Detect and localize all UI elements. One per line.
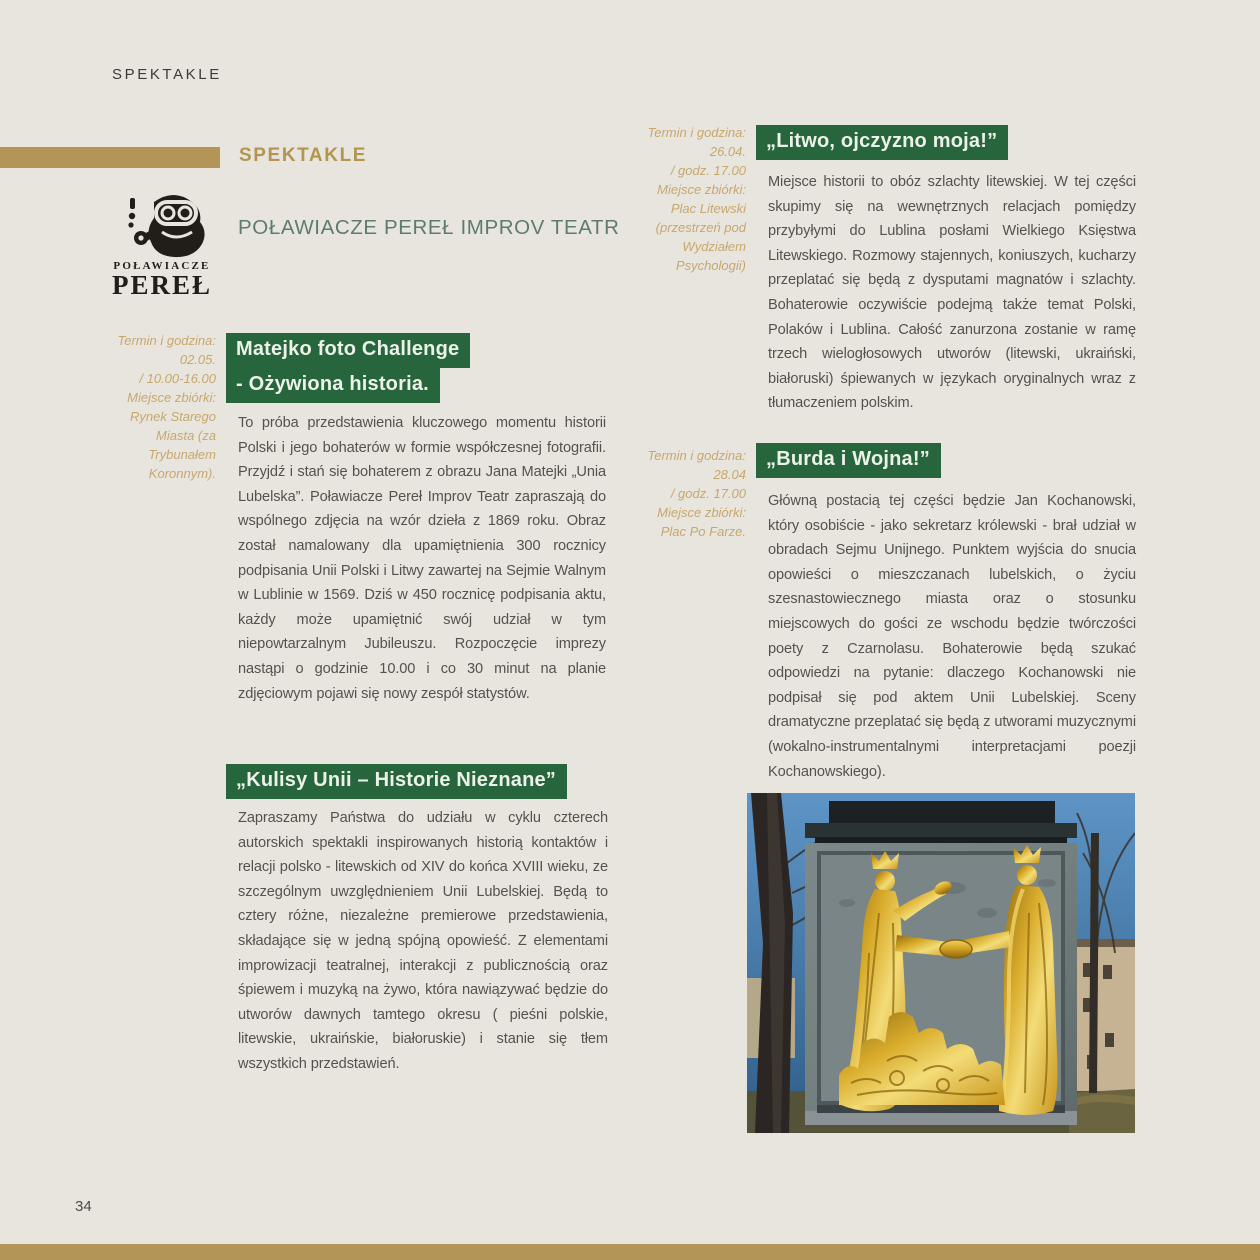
body-burda: Główną postacią tej części będzie Jan Kochanowski, który osobiście - jako sekretarz królewski - brał udział w obradach Sejmu Unijnego. Punktem wyjścia do snucia opowieści o mieszczanach lubelskich, o życiu szesnastowiecznego miasta oraz o stosunku miejscowych do gości ze wschodu będzie twórczości poety z Czarnolasu. Bohaterowie będą szukać odpowiedzi na pytanie: dlaczego Kochanowski nie podpisał się pod aktem Unii Lubelskiej. Sceny dramatyczne przeplatać się będą z utworami muzycznymi (wokalno-instrumentalnymi interpretacjami poezji Kochanowskiego).: [768, 493, 1136, 780]
page-number: 34: [75, 1198, 92, 1215]
heading-kulisy-line1: „Kulisy Unii – Historie Nieznane”: [226, 764, 567, 799]
meta-line: Miejsce zbiórki:: [657, 505, 746, 520]
meta-line: Koronnym).: [148, 466, 216, 481]
heading-burda-line1: „Burda i Wojna!”: [756, 443, 941, 478]
meta-line: Miejsce zbiórki:: [657, 182, 746, 197]
event-meta-burda: [598, 446, 746, 541]
heading-litwo-line1: „Litwo, ojczyzno moja!”: [756, 125, 1008, 160]
meta-line: 26.04.: [709, 144, 746, 159]
meta-line: Psychologii): [675, 258, 746, 273]
meta-line: Termin i godzina:: [647, 125, 746, 140]
pearl-diver-logo-icon: [104, 192, 220, 258]
meta-line: (przestrzeń pod: [655, 220, 746, 235]
meta-line: Plac Litewski: [670, 201, 746, 216]
meta-line: Miasta (za: [156, 428, 216, 443]
heading-matejko: [226, 333, 470, 403]
monument-photo: [747, 793, 1135, 1133]
meta-line: Rynek Starego: [130, 409, 216, 424]
heading-matejko-line1: Matejko foto Challenge: [226, 333, 470, 368]
meta-line: / godz. 17.00: [670, 486, 746, 501]
body-matejko: To próba przedstawienia kluczowego momentu historii Polski i jego bohaterów w formie współczesnej fotografii. Przyjdź i stań się bohaterem z obrazu Jana Matejki „Unia Lubelska”. Poławiacze Pereł Improv Teatr zapraszają do wspólnego zdjęcia na wzór dzieła z 1869 roku. Obraz został namalowany dla upamiętnienia 300 rocznicy podpisania Unii Polski i Litwy zawartej na Sejmie Walnym w Lublinie w 1569. Dziś w 450 rocznicę podpisania aktu, każdy może upamiętnić swój udział w tym niepowtarzalnym Jubileuszu. Rozpoczęcie imprezy nastąpi o godzinie 10.00 i co 30 minut na planie zdjęciowym pojawi się nowy zespół statystów.: [238, 415, 606, 702]
section-kicker: SPEKTAKLE: [239, 145, 368, 166]
body-litwo: Miejsce historii to obóz szlachty litewskiej. W tej części skupimy się na wewnętrznych relacjach pomiędzy przybyłymi do Lublina posłami Wielkiego Księstwa Litewskiego. Rozmowy stajennych, koniuszych, kucharzy przeplatać się będą z dysputami magnatów i szlachty. Bohaterowie oczywiście podejmą także temat Polski, Polaków i Lublina. Całość zanurzona zostanie w ramę trzech wielogłosowych utworów (litewski, ukraiński, białoruski) śpiewanych w językach oryginalnych wraz z tłumaczeniem polskim.: [768, 174, 1136, 412]
meta-line: 28.04: [713, 467, 746, 482]
meta-line: Wydziałem: [682, 239, 746, 254]
logo-name-line2: PEREŁ: [111, 270, 213, 300]
event-meta-litwo: [598, 123, 746, 275]
running-header: SPEKTAKLE: [112, 66, 222, 83]
bottom-gold-bar: [0, 1244, 1260, 1260]
meta-line: 02.05.: [179, 352, 216, 367]
meta-line: Termin i godzina:: [647, 448, 746, 463]
heading-litwo: [756, 125, 1008, 160]
meta-line: Termin i godzina:: [117, 333, 216, 348]
meta-line: Plac Po Farze.: [660, 524, 746, 539]
heading-burda: [756, 443, 941, 478]
event-meta-matejko: [40, 331, 216, 483]
pearl-divers-logo: [104, 192, 220, 298]
meta-line: / 10.00-16.00: [139, 371, 216, 386]
gold-accent-bar: [0, 147, 220, 168]
heading-kulisy: [226, 764, 567, 799]
article-title: POŁAWIACZE PEREŁ IMPROV TEATR: [238, 216, 620, 239]
meta-line: Trybunałem: [148, 447, 216, 462]
logo-name-line1: POŁAWIACZE: [113, 260, 211, 272]
body-kulisy: Zapraszamy Państwa do udziału w cyklu czterech autorskich spektakli inspirowanych historią kontaktów i relacji polsko - litewskich od XIV do końca XVIII wieku, ze szczególnym uwzględnieniem Unii Lubelskiej. Będą to cztery różne, niezależne premierowe przedstawienia, składające się w jedną spójną opowieść. Z elementami improwizacji teatralnej, interakcji z publicznością oraz śpiewem i muzyką na żywo, która nawiązywać będzie do utworów dawnych tamtego okresu ( pieśni polskie, litewskie, ukraińskie, białoruskie) i stanie się tłem wszystkich przedstawień.: [238, 810, 608, 1072]
meta-line: Miejsce zbiórki:: [127, 390, 216, 405]
heading-matejko-line2: - Ożywiona historia.: [226, 368, 440, 403]
meta-line: / godz. 17.00: [670, 163, 746, 178]
